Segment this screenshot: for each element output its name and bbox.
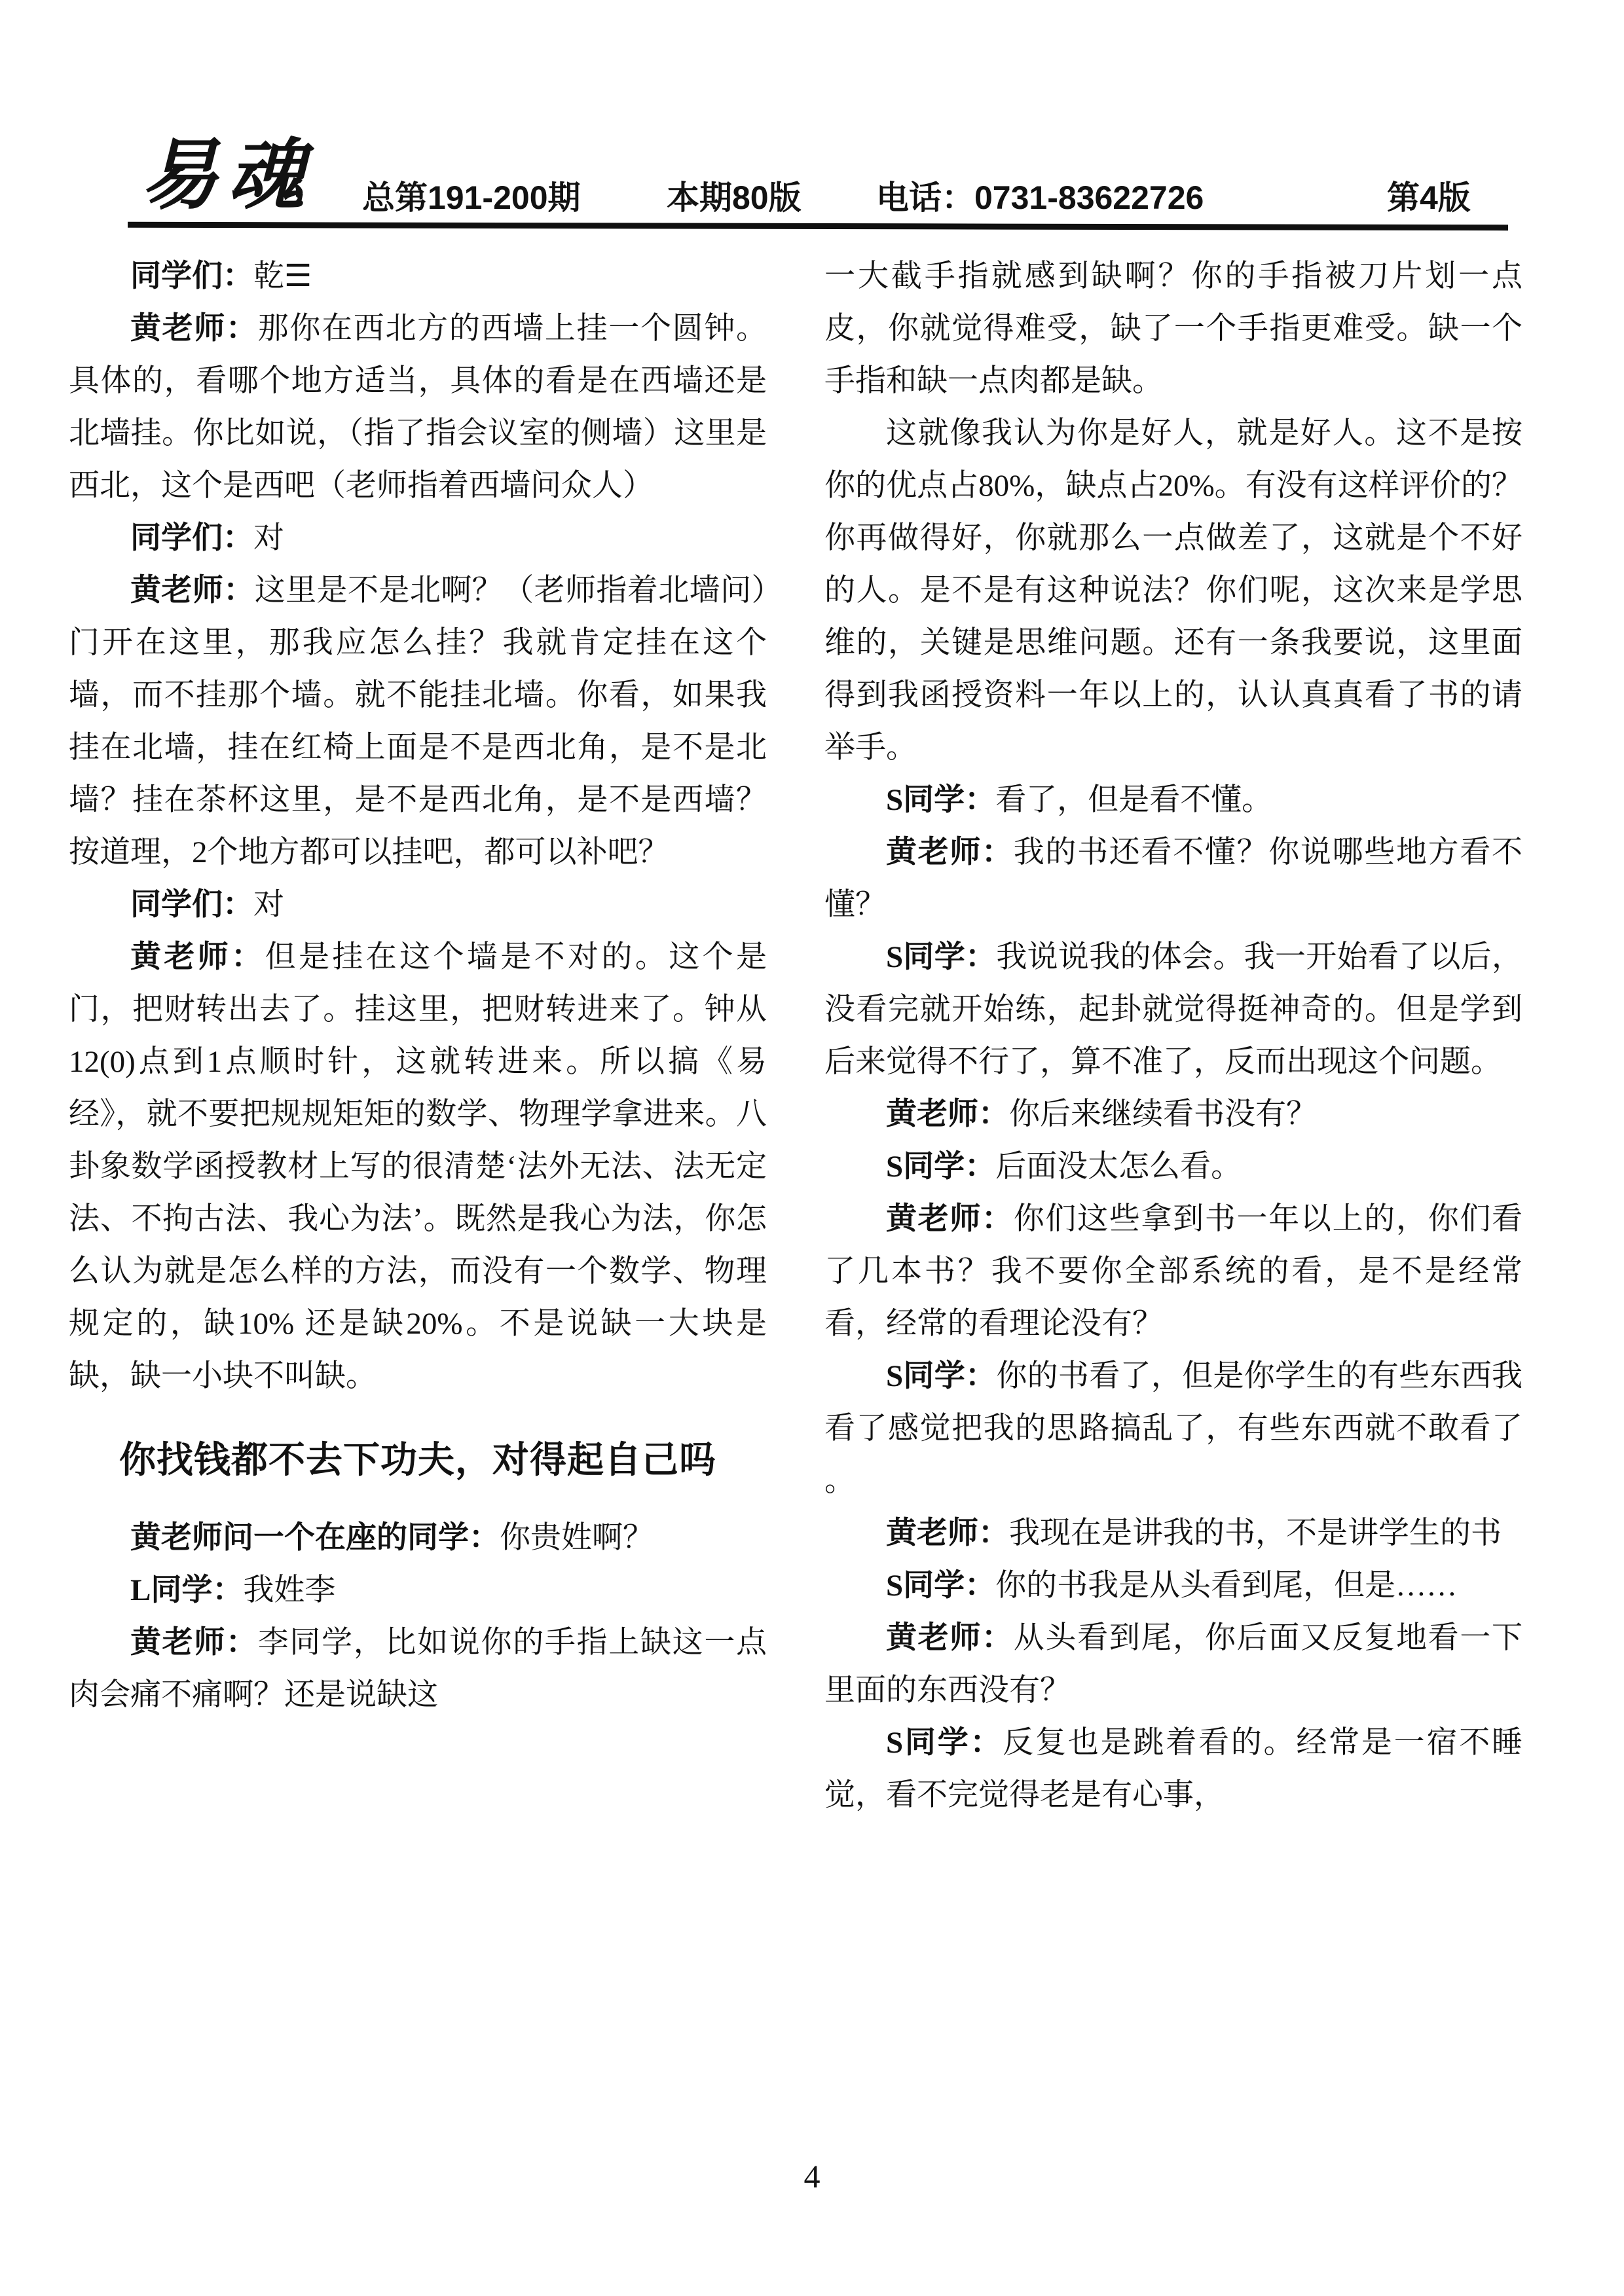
dialog-text: 我现在是讲我的书，不是讲学生的书 — [1009, 1516, 1502, 1550]
dialog-paragraph — [824, 774, 1522, 826]
dialog-text: 一大截手指就感到缺啊？你的手指被刀片划一点皮，你就觉得难受，缺了一个手指更难受。缺一个手指和缺一点肉都是缺。 — [824, 259, 1522, 398]
dialog-paragraph — [824, 1193, 1522, 1350]
speaker-name: 黄老师： — [130, 1625, 258, 1660]
speaker-name: S同学： — [886, 1726, 1003, 1760]
dialog-paragraph — [824, 407, 1522, 774]
issue-number: 总第191-200期 — [362, 179, 581, 216]
dialog-paragraph — [824, 1088, 1522, 1140]
speaker-name: 黄老师： — [130, 940, 265, 974]
newspaper-logo: 易魂 — [141, 129, 314, 220]
dialog-paragraph — [69, 1512, 767, 1564]
speaker-name: S同学： — [886, 1359, 997, 1393]
dialog-text: 看了，但是看不懂。 — [995, 783, 1273, 817]
speaker-name: S同学： — [886, 783, 996, 817]
dialog-text: 你的书我是从头看到尾，但是…… — [995, 1569, 1458, 1603]
dialog-paragraph — [69, 250, 767, 302]
dialog-text: 李同学，比如说你的手指上缺这一点肉会痛不痛啊？还是说缺这 — [69, 1625, 767, 1712]
speaker-name: 黄老师： — [130, 312, 258, 346]
dialog-text: 反复也是跳着看的。经常是一宿不睡觉，看不完觉得老是有心事， — [824, 1726, 1523, 1812]
section-heading: 你找钱都不去下功夫，对得起自己吗 — [119, 1439, 716, 1480]
dialog-text: 你后来继续看书没有？ — [1009, 1097, 1317, 1131]
dialog-paragraph — [69, 879, 767, 931]
edition-pages: 本期80版 — [667, 179, 802, 216]
speaker-name: 黄老师： — [886, 1621, 1014, 1655]
dialog-text: 这就像我认为你是好人，就是好人。这不是按你的优点占80%，缺点占20%。有没有这样评价的？你再做得好，你就那么一点做差了，这就是个不好的人。是不是有这种说法？你们呢，这次来是学思维的，关键是思维问题。还有一条我要说，这里面得到我函授资料一年以上的，认认真真看了书的请举手。 — [824, 416, 1522, 765]
speaker-name: 黄老师问一个在座的同学： — [130, 1520, 500, 1555]
dialog-paragraph — [824, 1717, 1522, 1821]
dialog-text: 对 — [253, 888, 284, 922]
dialog-paragraph — [69, 564, 767, 879]
speaker-name: 黄老师： — [886, 1516, 1009, 1550]
dialog-text: 我说说我的体会。我一开始看了以后，没看完就开始练，起卦就觉得挺神奇的。但是学到后来觉得不行了，算不准了，反而出现这个问题。 — [824, 940, 1522, 1079]
dialog-paragraph — [69, 512, 767, 564]
dialog-paragraph — [69, 1616, 767, 1721]
header-divider — [128, 222, 1508, 230]
right-column — [824, 250, 1522, 1821]
speaker-name: S同学： — [886, 940, 997, 974]
speaker-name: 黄老师： — [886, 1097, 1009, 1131]
phone-number: 电话：0731-83622726 — [876, 179, 1204, 216]
dialog-text: 那你在西北方的西墙上挂一个圆钟。具体的，看哪个地方适当，具体的看是在西墙还是北墙挂。你比如说，（指了指会议室的侧墙）这里是西北，这个是西吧（老师指着西墙问众人） — [69, 312, 767, 503]
page-number: 4 — [803, 2158, 821, 2195]
dialog-text: 这里是不是北啊？（老师指着北墙问）门开在这里，那我应怎么挂？我就肯定挂在这个墙，而不挂那个墙。就不能挂北墙。你看，如果我挂在北墙，挂在红椅上面是不是西北角，是不是北墙？挂在茶杯这里，是不是西北角，是不是西墙？按道理，2个地方都可以挂吧，都可以补吧？ — [69, 574, 767, 869]
dialog-paragraph — [824, 1140, 1522, 1193]
speaker-name: 黄老师： — [130, 574, 255, 608]
dialog-text: 我姓李 — [243, 1573, 336, 1607]
dialog-text: 我的书还看不懂？你说哪些地方看不懂？ — [824, 835, 1523, 922]
dialog-text: 你们这些拿到书一年以上的，你们看了几本书？我不要你全部系统的看，是不是经常看，经常的看理论没有？ — [824, 1202, 1523, 1341]
dialog-text: 对 — [253, 521, 284, 555]
speaker-name: 同学们： — [130, 259, 253, 293]
speaker-name: 黄老师： — [886, 1202, 1014, 1236]
left-column — [69, 250, 767, 1821]
dialog-paragraph — [69, 1564, 767, 1616]
dialog-text: 你贵姓啊？ — [500, 1520, 654, 1555]
speaker-name: L同学： — [130, 1573, 244, 1607]
speaker-name: 同学们： — [130, 888, 253, 922]
speaker-name: 黄老师： — [886, 835, 1014, 869]
dialog-paragraph — [824, 931, 1522, 1088]
dialog-text: 乾☰ — [253, 259, 312, 293]
dialog-paragraph — [824, 1559, 1522, 1612]
dialog-paragraph — [824, 250, 1522, 407]
dialog-paragraph — [824, 1507, 1522, 1559]
speaker-name: 同学们： — [130, 521, 253, 555]
dialog-text: 从头看到尾，你后面又反复地看一下里面的东西没有？ — [824, 1621, 1523, 1707]
article-body — [69, 250, 1529, 1821]
speaker-name: S同学： — [886, 1569, 996, 1603]
speaker-name: S同学： — [886, 1150, 996, 1184]
dialog-paragraph — [824, 826, 1522, 931]
dialog-paragraph — [69, 931, 767, 1402]
dialog-paragraph — [69, 302, 767, 512]
dialog-text: 但是挂在这个墙是不对的。这个是门，把财转出去了。挂这里，把财转进来了。钟从12(0)点到1点顺时针，这就转进来。所以搞《易经》，就不要把规规矩矩的数学、物理学拿进来。八卦象数学函授教材上写的很清楚‘法外无法、法无定法、不拘古法、我心为法’。既然是我心为法，你怎么认为就是怎么样的方法，而没有一个数学、物理规定的，缺10% 还是缺20%。不是说缺一大块是缺，缺一小块不叫缺。 — [69, 940, 767, 1393]
dialog-paragraph — [824, 1350, 1522, 1507]
dialog-text: 你的书看了，但是你学生的有些东西我看了感觉把我的思路搞乱了，有些东西就不敢看了 。 — [824, 1359, 1522, 1498]
dialog-text: 后面没太怎么看。 — [995, 1150, 1242, 1184]
dialog-paragraph — [824, 1612, 1522, 1717]
page-edition-label: 第4版 — [1387, 179, 1471, 216]
